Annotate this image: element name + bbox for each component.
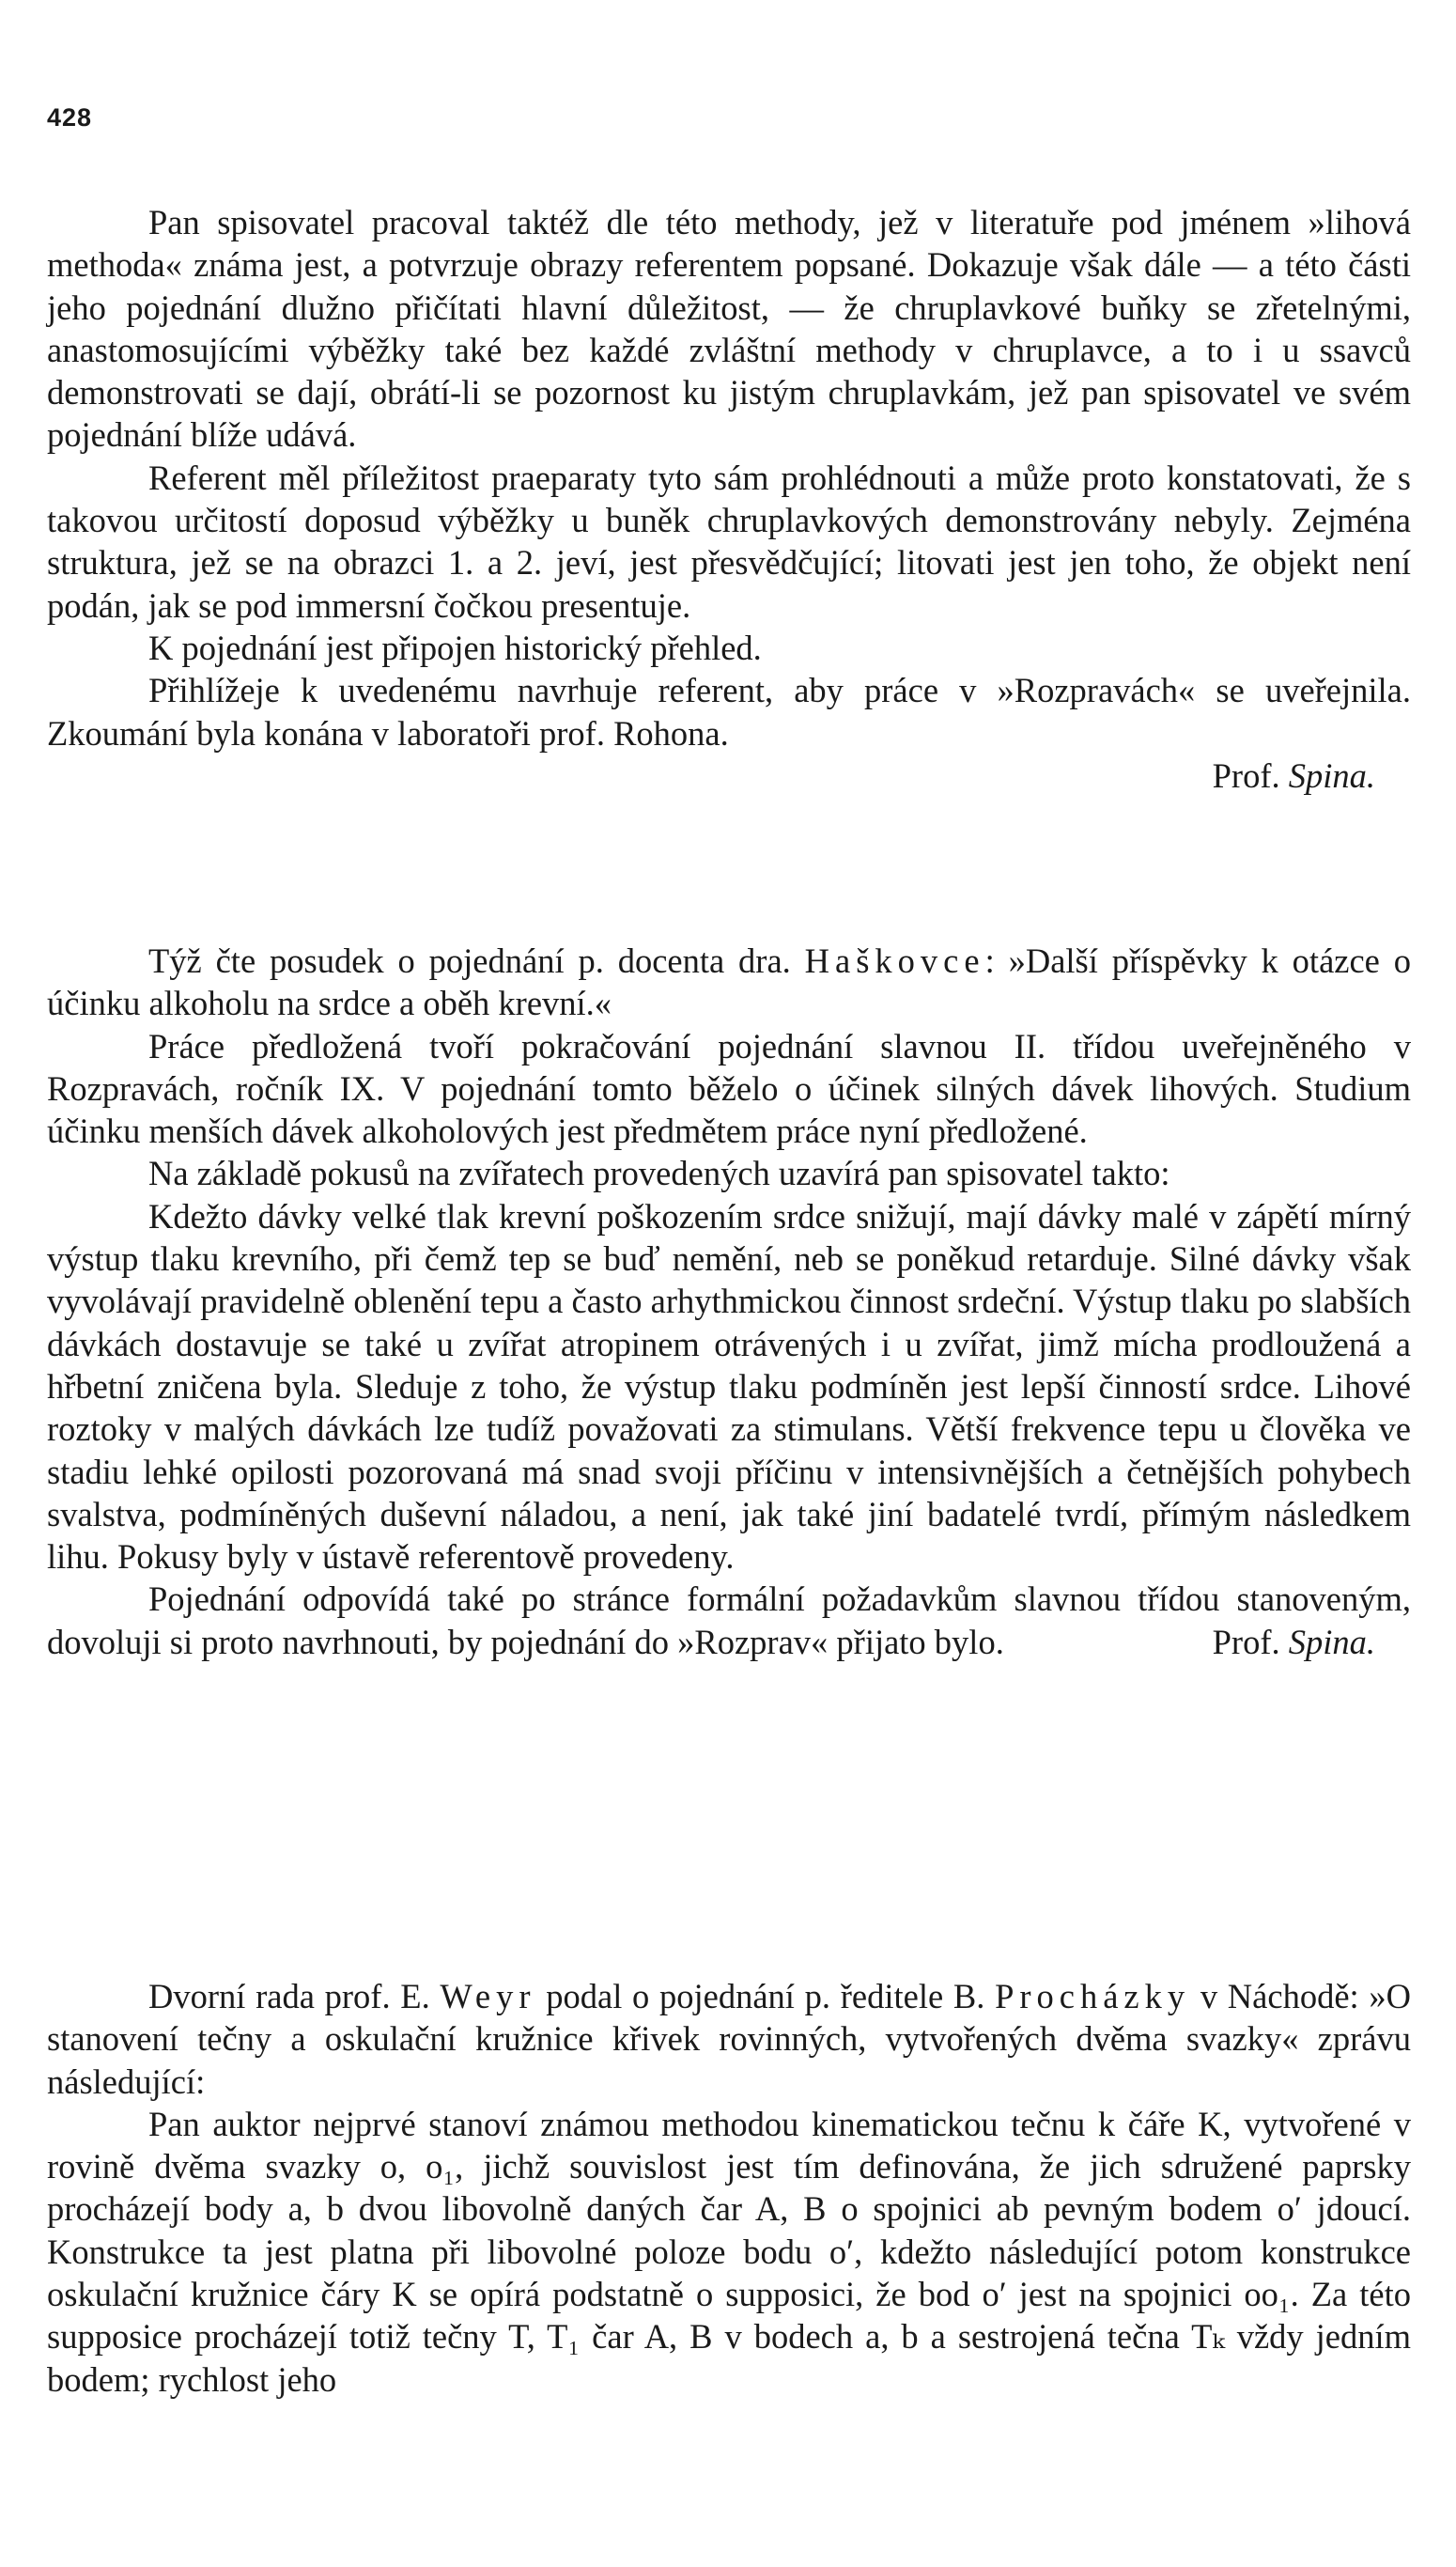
paragraph: Přihlížeje k uvedenému navrhuje referent, aby práce v »Rozpravách« se uveřejnila. Zkoumání byla konána v laboratoři prof. Rohona.	[47, 671, 1411, 753]
review-section-1	[47, 201, 1411, 797]
text-run: Dvorní rada prof. E.	[148, 1977, 441, 2015]
signature	[47, 755, 1411, 797]
paragraph: K pojednání jest připojen historický přehled.	[148, 628, 762, 667]
text-run: Týž čte posudek o pojednání p. docenta dra.	[148, 941, 805, 980]
review-section-3	[47, 1975, 1411, 2401]
signature	[1111, 1621, 1411, 1663]
review-section-2	[47, 940, 1411, 1663]
text-run: podal o pojednání p. ředitele B.	[535, 1977, 996, 2015]
paragraph: Kdežto dávky velké tlak krevní poškozením srdce snižují, mají dávky malé v zápětí mírný výstup tlaku krevního, při čemž tep se buď nemění, neb se poněkud retarduje. Silné dávky však vyvolávají pravidelně oblenění tepu a často arhythmickou činnost srdeční. Výstup tlaku po slabších dávkách dostavuje se také u zvířat atropinem otrávených i u zvířat, jimž mícha prodloužená a hřbetní zničena byla. Sleduje z toho, že výstup tlaku podmíněn jest lepší činností srdce. Lihové roztoky v malých dávkách lze tudíž považovati za stimulans. Větší frekvence tepu u člověka ve stadiu lehké opilosti pozorovaná má snad svoji příčinu v intensivnějších a četnějších pohybech svalstva, podmíněných duševní náladou, a není, jak také jiní badatelé tvrdí, přímým následkem lihu. Pokusy byly v ústavě referentově provedeny.	[47, 1196, 1411, 1577]
text-run: Pojednání odpovídá také po stránce formální požadavkům slavnou třídou stanoveným, dovoluji si proto navrhnouti, by pojednání do »Rozprav« přijato bylo.	[47, 1579, 1411, 1661]
paragraph	[47, 1578, 1411, 1663]
signature-title: Prof.	[1212, 1622, 1280, 1661]
author-name: Haškovce	[804, 941, 985, 980]
signature-name: Spina.	[1288, 755, 1375, 795]
signature-name: Spina.	[1288, 1622, 1375, 1661]
author-name: Procházky	[995, 1977, 1191, 2015]
text-run: : »Další příspěvky k otázce o účinku alkoholu na srdce a oběh krevní.«	[47, 941, 1411, 1023]
paragraph: Pan spisovatel pracoval taktéž dle této methody, jež v literatuře pod jménem »lihová methoda« známa jest, a potvrzuje obrazy referentem popsané. Dokazuje však dále — a této části jeho pojednání dlužno přičítati hlavní důležitost, — že chruplavkové buňky se zřetelnými, anastomosujícími výběžky také bez každé zvláštní methody v chruplavce, a to i u ssavců demonstrovati se dají, obrátí-li se pozornost ku jistým chruplavkám, jež pan spisovatel ve svém pojednání blíže udává.	[47, 203, 1411, 455]
signature-title: Prof.	[1212, 755, 1280, 795]
author-name: Weyr	[440, 1977, 536, 2015]
paragraph: Referent měl příležitost praeparaty tyto sám prohlédnouti a může proto konstatovati, že s takovou určitostí doposud výběžky u buněk chruplavkových demonstrovány nebyly. Zejména struktura, jež se na obrazci 1. a 2. jeví, jest přesvědčující; litovati jest jen toho, že objekt není podán, jak se pod immersní čočkou presentuje.	[47, 458, 1411, 625]
paragraph	[47, 940, 1411, 1025]
paragraph	[47, 1975, 1411, 2103]
page-number: 428	[47, 103, 93, 132]
paragraph: Na základě pokusů na zvířatech provedených uzavírá pan spisovatel takto:	[148, 1154, 1170, 1193]
paragraph: Pan auktor nejprvé stanoví známou methodou kinematickou tečnu k čáře K, vytvořené v rovině dvěma svazky o, o₁, jichž souvislost jest tím definována, že jich sdružené paprsky procházejí body a, b dvou libovolně daných čar A, B o spojnici ab pevným bodem o′ jdoucí. Konstrukce ta jest platna při libovolné poloze bodu o′, kdežto následující potom konstrukce oskulační kružnice čáry K se opírá podstatně o supposici, že bod o′ jest na spojnici oo₁. Za této supposice procházejí totiž tečny T, T₁ čar A, B v bodech a, b a sestrojená tečna Tₖ vždy jedním bodem; rychlost jeho	[47, 2104, 1411, 2399]
text-run: v Náchodě: »O stanovení tečny a oskulační kružnice křivek rovinných, vytvořených dvěma svazky« zprávu následující:	[47, 1977, 1411, 2101]
paragraph: Práce předložená tvoří pokračování pojednání slavnou II. třídou uveřejněného v Rozpravách, ročník IX. V pojednání tomto běželo o účinek silných dávek lihových. Studium účinku menších dávek alkoholových jest předmětem práce nyní předložené.	[47, 1026, 1411, 1151]
